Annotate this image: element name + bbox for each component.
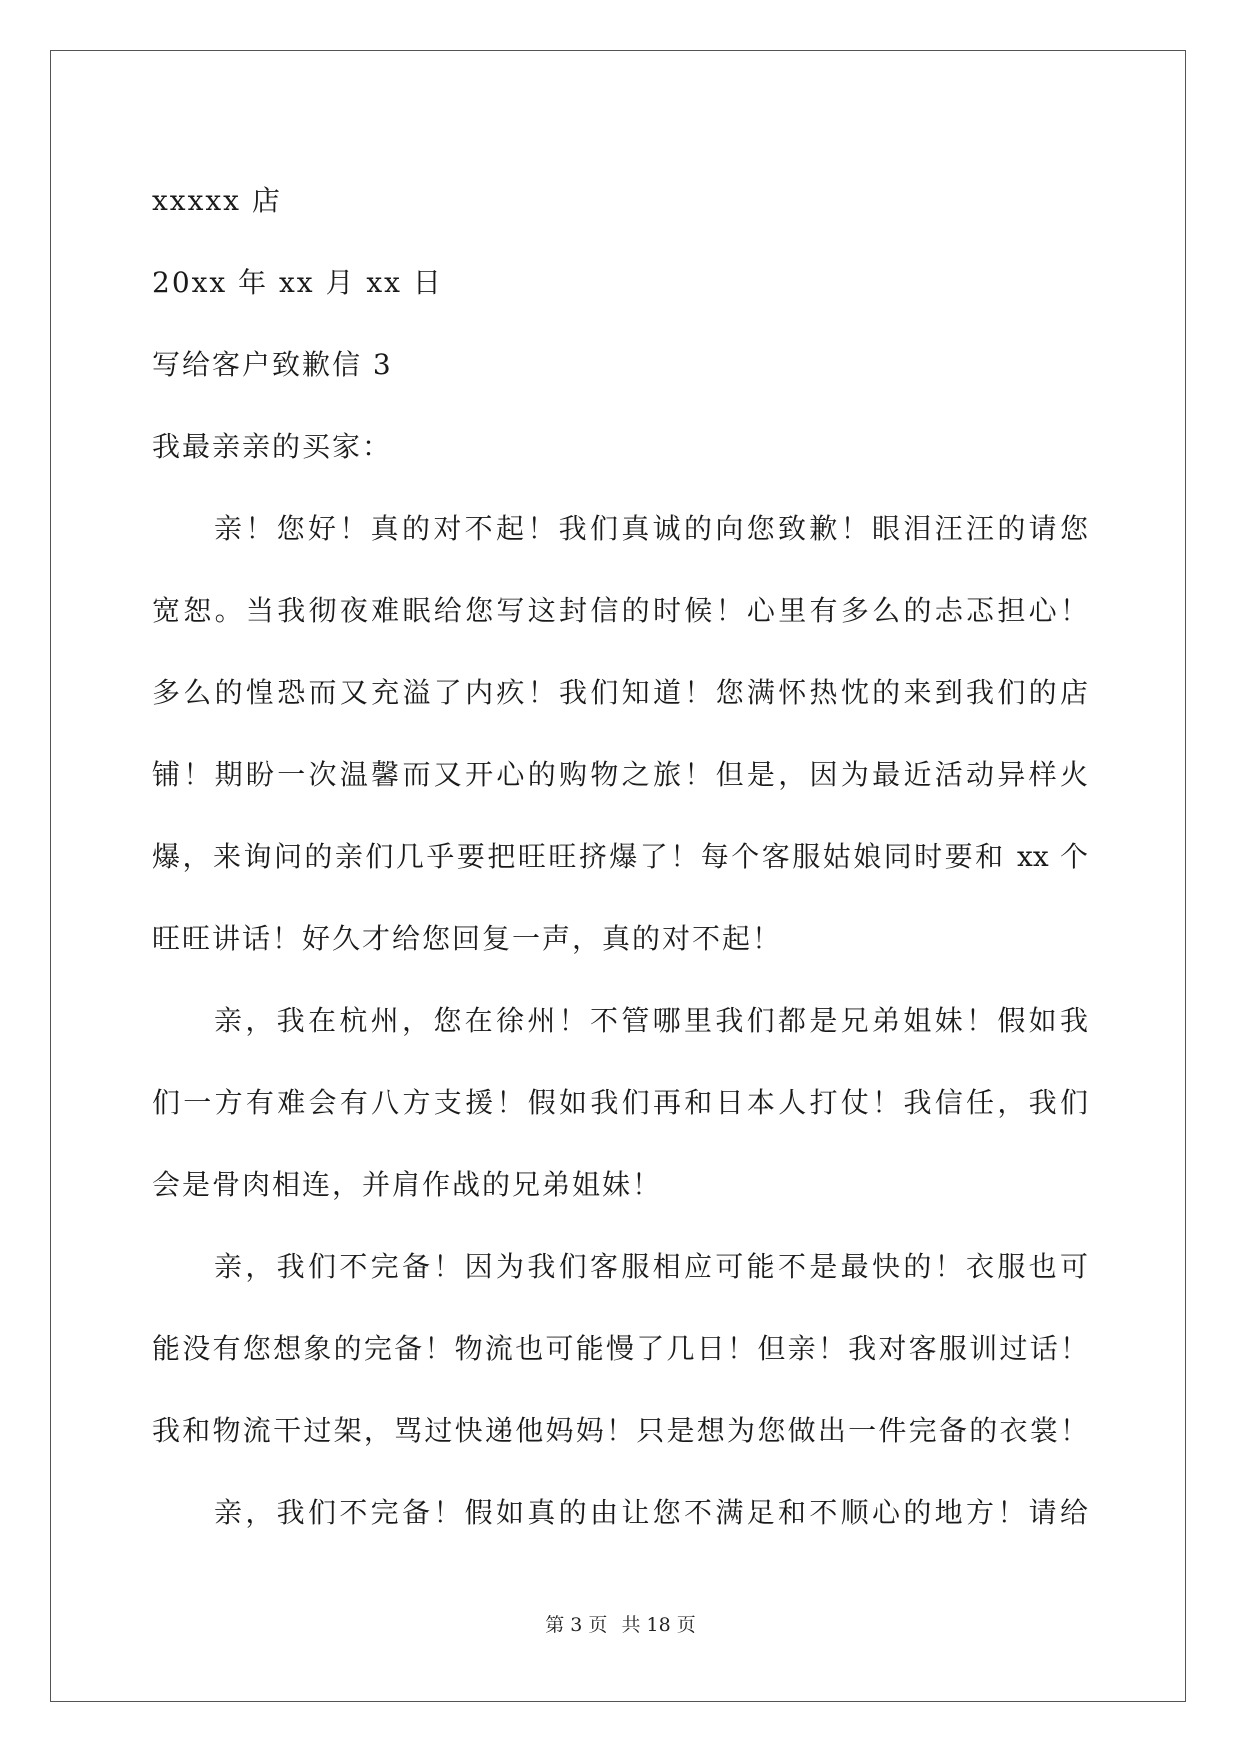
paragraph-line: 亲，我在杭州，您在徐州！不管哪里我们都是兄弟姐妹！假如我 xyxy=(214,1004,1088,1037)
document-body xyxy=(152,160,1088,1554)
paragraph-line: 能没有您想象的完备！物流也可能慢了几日！但亲！我对客服训过话！ xyxy=(152,1332,1088,1365)
paragraph-line: 爆，来询问的亲们几乎要把旺旺挤爆了！每个客服姑娘同时要和 xx 个 xyxy=(152,840,1088,873)
paragraph-line: 我和物流干过架，骂过快递他妈妈！只是想为您做出一件完备的衣裳！ xyxy=(152,1414,1088,1447)
shop-name-line: xxxxx 店 xyxy=(152,184,282,217)
paragraph-line: 亲！您好！真的对不起！我们真诚的向您致歉！眼泪汪汪的请您 xyxy=(214,512,1088,545)
paragraph-line: 会是骨肉相连，并肩作战的兄弟姐妹！ xyxy=(152,1168,663,1201)
salutation: 我最亲亲的买家： xyxy=(152,430,393,463)
paragraph-line: 亲，我们不完备！因为我们客服相应可能不是最快的！衣服也可 xyxy=(214,1250,1088,1283)
paragraph-line: 旺旺讲话！好久才给您回复一声，真的对不起！ xyxy=(152,922,783,955)
page-footer xyxy=(0,1610,1241,1637)
paragraph-line: 们一方有难会有八方支援！假如我们再和日本人打仗！我信任，我们 xyxy=(152,1086,1088,1119)
paragraph-line: 宽恕。当我彻夜难眠给您写这封信的时候！心里有多么的忐忑担心！ xyxy=(152,594,1088,627)
page-total: 共 18 页 xyxy=(621,1614,696,1636)
letter-title: 写给客户致歉信 3 xyxy=(152,348,393,381)
date-line: 20xx 年 xx 月 xx 日 xyxy=(152,266,443,299)
paragraph-line: 多么的惶恐而又充溢了内疚！我们知道！您满怀热忱的来到我们的店 xyxy=(152,676,1088,709)
page-number: 第 3 页 xyxy=(545,1614,608,1636)
paragraph-line: 亲，我们不完备！假如真的由让您不满足和不顺心的地方！请给 xyxy=(214,1496,1088,1529)
paragraph-line: 铺！期盼一次温馨而又开心的购物之旅！但是，因为最近活动异样火 xyxy=(152,758,1088,791)
